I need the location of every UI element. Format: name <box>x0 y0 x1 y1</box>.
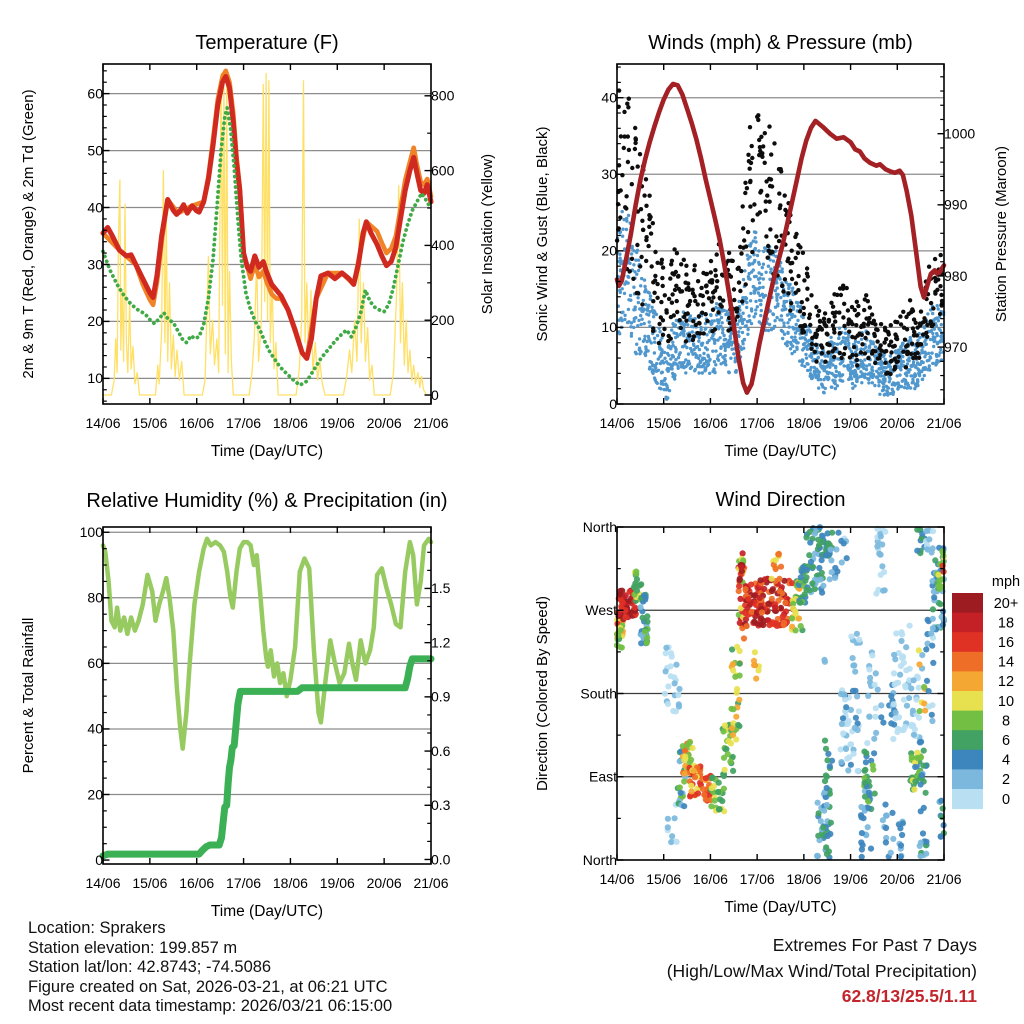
x-tick-label: 14/06 <box>85 875 121 891</box>
y-tick-label: 600 <box>431 162 455 179</box>
x-tick-label: 18/06 <box>272 875 308 891</box>
legend-label: 14 <box>997 654 1015 671</box>
x-tick-label: 17/06 <box>739 415 775 431</box>
x-tick-label: 18/06 <box>786 415 822 431</box>
y-tick-label: 30 <box>601 166 617 183</box>
y-axis-label-left: Direction (Colored By Speed) <box>534 595 551 792</box>
winds-pressure-chart-title: Winds (mph) & Pressure (mb) <box>648 32 913 54</box>
y-tick-label: 1000 <box>944 125 976 142</box>
x-tick-label: 20/06 <box>366 415 402 431</box>
x-tick-label: 19/06 <box>319 875 355 891</box>
y-tick-label: 80 <box>87 589 103 606</box>
x-tick-label: 15/06 <box>646 415 682 431</box>
legend-label: 0 <box>1001 791 1011 808</box>
x-tick-label: 14/06 <box>599 415 635 431</box>
legend-label: 16 <box>997 635 1015 651</box>
x-tick-label: 14/06 <box>85 415 121 431</box>
extremes-subtitle: (High/Low/Max Wind/Total Precipitation) <box>666 960 977 981</box>
y-tick-label: 0 <box>95 851 103 868</box>
y-axis-label-right: Station Pressure (Maroon) <box>993 146 1010 322</box>
y-tick-label: 0 <box>431 386 439 403</box>
x-tick-label: 15/06 <box>646 871 682 887</box>
x-tick-label: 15/06 <box>132 415 168 431</box>
y-tick-label: 1.2 <box>431 634 451 651</box>
y-tick-label: 20 <box>87 313 103 330</box>
y-tick-label: 800 <box>431 87 455 104</box>
x-axis-label: Time (Day/UTC) <box>724 899 837 916</box>
y-tick-label: 400 <box>431 237 455 254</box>
x-tick-label: 21/06 <box>926 871 962 887</box>
y-axis-label-right: Solar Insolation (Yellow) <box>479 153 496 315</box>
y-tick-label: West <box>585 602 617 619</box>
y-tick-label: 980 <box>944 267 968 284</box>
extremes-block <box>600 933 977 1010</box>
y-tick-label: 40 <box>87 199 103 216</box>
legend-label: 6 <box>1001 733 1011 749</box>
y-axis-label-left: 2m & 9m T (Red, Orange) & 2m Td (Green) <box>20 89 37 379</box>
x-tick-label: 20/06 <box>366 875 402 891</box>
legend-title: mph <box>991 574 1021 590</box>
legend-label: 12 <box>997 674 1015 691</box>
x-tick-label: 19/06 <box>319 415 355 431</box>
y-tick-label: 10 <box>601 319 617 336</box>
humidity-precip-chart <box>20 490 451 920</box>
y-tick-label: North <box>582 851 617 868</box>
y-tick-label: 0 <box>609 395 617 412</box>
relative-humidity <box>103 539 431 749</box>
x-tick-label: 19/06 <box>833 871 869 887</box>
gust-black <box>615 88 944 376</box>
y-tick-label: 60 <box>87 85 103 102</box>
x-tick-label: 21/06 <box>413 415 449 431</box>
station-info <box>28 919 392 1017</box>
winds-pressure-chart <box>534 32 1010 460</box>
x-tick-label: 17/06 <box>739 871 775 887</box>
x-tick-label: 16/06 <box>692 871 728 887</box>
extremes-values: 62.8/13/25.5/1.11 <box>841 986 977 1006</box>
legend-label: 4 <box>1001 752 1011 769</box>
y-tick-label: 1.5 <box>431 580 451 597</box>
x-tick-label: 17/06 <box>226 415 262 431</box>
x-tick-label: 20/06 <box>879 415 915 431</box>
temperature-chart-title: Temperature (F) <box>195 32 339 54</box>
y-tick-label: 0.9 <box>431 688 451 705</box>
sonic-wind-blue <box>616 210 946 401</box>
wind-direction-chart <box>534 489 1020 916</box>
x-tick-label: 16/06 <box>179 875 215 891</box>
y-tick-label: 60 <box>87 655 103 672</box>
y-axis-label-left: Sonic Wind & Gust (Blue, Black) <box>534 126 551 342</box>
x-tick-label: 21/06 <box>413 875 449 891</box>
x-axis-label: Time (Day/UTC) <box>210 443 324 460</box>
figure-created: Figure created on Sat, 2026-03-21, at 06:21 UTC <box>28 977 388 996</box>
temperature-chart <box>20 32 496 460</box>
station-elevation: Station elevation: 199.857 m <box>28 938 238 957</box>
y-axis-label-left: Percent & Total Rainfall <box>20 617 37 774</box>
y-tick-label: 50 <box>87 142 103 159</box>
legend-label: 18 <box>997 615 1015 632</box>
y-tick-label: 100 <box>79 524 103 541</box>
x-tick-label: 18/06 <box>786 871 822 887</box>
legend-label: 8 <box>1001 713 1011 730</box>
y-tick-label: 20 <box>87 786 103 803</box>
wind-direction-chart-title: Wind Direction <box>715 489 846 511</box>
x-tick-label: 17/06 <box>226 875 262 891</box>
extremes-title: Extremes For Past 7 Days <box>772 935 977 955</box>
x-tick-label: 19/06 <box>833 415 869 431</box>
legend-label: 10 <box>997 693 1015 710</box>
x-axis-label: Time (Day/UTC) <box>210 903 324 920</box>
x-tick-label: 16/06 <box>692 415 728 431</box>
legend-label: 2 <box>1001 772 1011 789</box>
x-tick-label: 14/06 <box>599 871 635 887</box>
speed-colorbar-legend <box>952 574 1020 809</box>
y-tick-label: 200 <box>431 312 455 329</box>
y-tick-label: 10 <box>87 370 103 387</box>
y-tick-label: 0.0 <box>431 851 451 868</box>
x-tick-label: 16/06 <box>179 415 215 431</box>
x-axis-label: Time (Day/UTC) <box>724 443 837 460</box>
y-tick-label: North <box>582 518 617 535</box>
y-tick-label: 0.6 <box>431 742 451 759</box>
humidity-precip-chart-title: Relative Humidity (%) & Precipitation (in) <box>86 490 448 512</box>
x-tick-label: 21/06 <box>926 415 962 431</box>
data-timestamp: Most recent data timestamp: 2026/03/21 06:15:00 <box>28 997 393 1016</box>
y-tick-label: 990 <box>944 196 968 213</box>
station-location: Location: Sprakers <box>28 919 166 937</box>
x-tick-label: 18/06 <box>272 415 308 431</box>
y-tick-label: 40 <box>87 720 103 737</box>
y-tick-label: 970 <box>944 338 968 355</box>
y-tick-label: 20 <box>601 242 617 259</box>
x-tick-label: 20/06 <box>879 871 915 887</box>
legend-label: 20+ <box>993 595 1019 612</box>
station-latlon: Station lat/lon: 42.8743; -74.5086 <box>28 958 272 977</box>
direction-scatter <box>614 524 947 860</box>
total-rainfall <box>103 659 431 856</box>
x-tick-label: 15/06 <box>132 875 168 891</box>
y-tick-label: 0.3 <box>431 797 451 814</box>
y-tick-label: 30 <box>87 256 103 273</box>
y-tick-label: 40 <box>601 89 617 106</box>
y-tick-label: South <box>580 685 617 702</box>
y-tick-label: East <box>588 768 617 785</box>
